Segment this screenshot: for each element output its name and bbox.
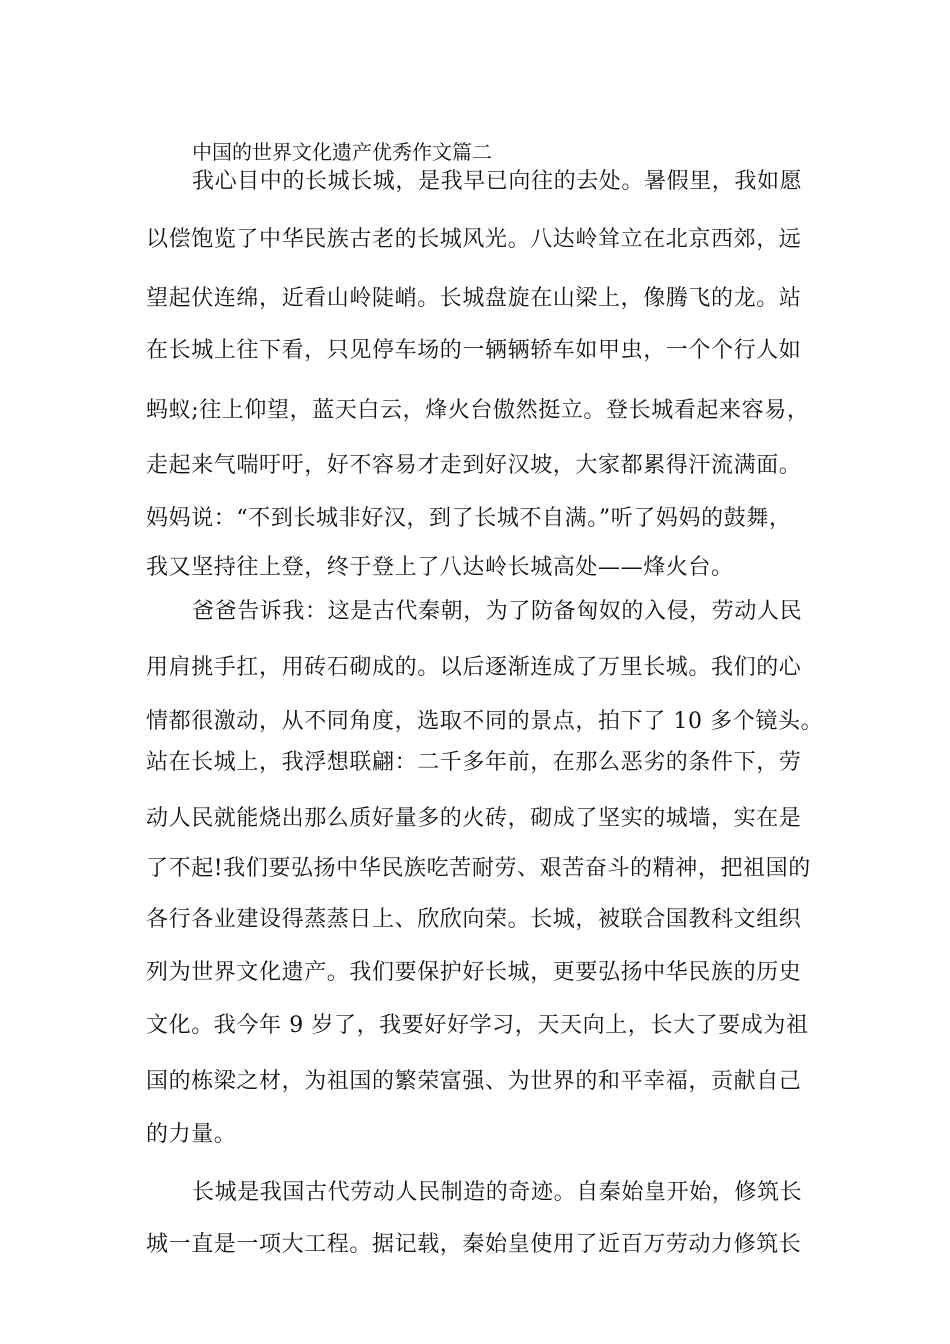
paragraph-line: 长城是我国古代劳动人民制造的奇迹。自秦始皇开始，修筑长 [192,1180,803,1205]
paragraph-line: 国的栋梁之材，为祖国的繁荣富强、为世界的和平幸福，贡献自己 [146,1069,802,1094]
paragraph-line: 站在长城上，我浮想联翩：二千多年前，在那么恶劣的条件下，劳 [146,750,802,775]
paragraph-line: 我心目中的长城长城，是我早已向往的去处。暑假里，我如愿 [192,169,803,194]
paragraph-line: 用肩挑手扛，用砖石砌成的。以后逐渐连成了万里长城。我们的心 [146,655,802,680]
paragraph-line: 文化。我今年 9 岁了，我要好好学习，天天向上，长大了要成为祖 [146,1013,809,1038]
document-title: 中国的世界文化遗产优秀作文篇二 [192,140,492,164]
paragraph-line: 蚂蚁;往上仰望，蓝天白云，烽火台傲然挺立。登长城看起来容易， [146,398,810,423]
paragraph-line: 了不起!我们要弘扬中华民族吃苦耐劳、艰苦奋斗的精神，把祖国的 [146,856,811,881]
paragraph-line: 情都很激动，从不同角度，选取不同的景点，拍下了 10 多个镜头。 [146,709,824,734]
paragraph-line: 我又坚持往上登，终于登上了八达岭长城高处——烽火台。 [146,555,734,580]
paragraph-line: 各行各业建设得蒸蒸日上、欣欣向荣。长城，被联合国教科文组织 [146,907,802,932]
paragraph-line: 城一直是一项大工程。据记载，秦始皇使用了近百万劳动力修筑长 [146,1232,802,1257]
paragraph-line: 动人民就能烧出那么质好量多的火砖，砌成了坚实的城墙，实在是 [146,806,802,831]
paragraph-line: 爸爸告诉我：这是古代秦朝，为了防备匈奴的入侵，劳动人民 [192,599,803,624]
paragraph-line: 妈妈说：“不到长城非好汉，到了长城不自满。”听了妈妈的鼓舞， [146,506,792,531]
paragraph-line: 望起伏连绵，近看山岭陡峭。长城盘旋在山梁上，像腾飞的龙。站 [146,286,802,311]
paragraph-line: 在长城上往下看，只见停车场的一辆辆轿车如甲虫，一个个行人如 [146,338,802,363]
paragraph-line: 列为世界文化遗产。我们要保护好长城，更要弘扬中华民族的历史 [146,960,802,985]
paragraph-line: 以偿饱览了中华民族古老的长城风光。八达岭耸立在北京西郊，远 [146,227,802,252]
paragraph-line: 走起来气喘吁吁，好不容易才走到好汉坡，大家都累得汗流满面。 [146,453,802,478]
paragraph-line: 的力量。 [146,1122,237,1147]
